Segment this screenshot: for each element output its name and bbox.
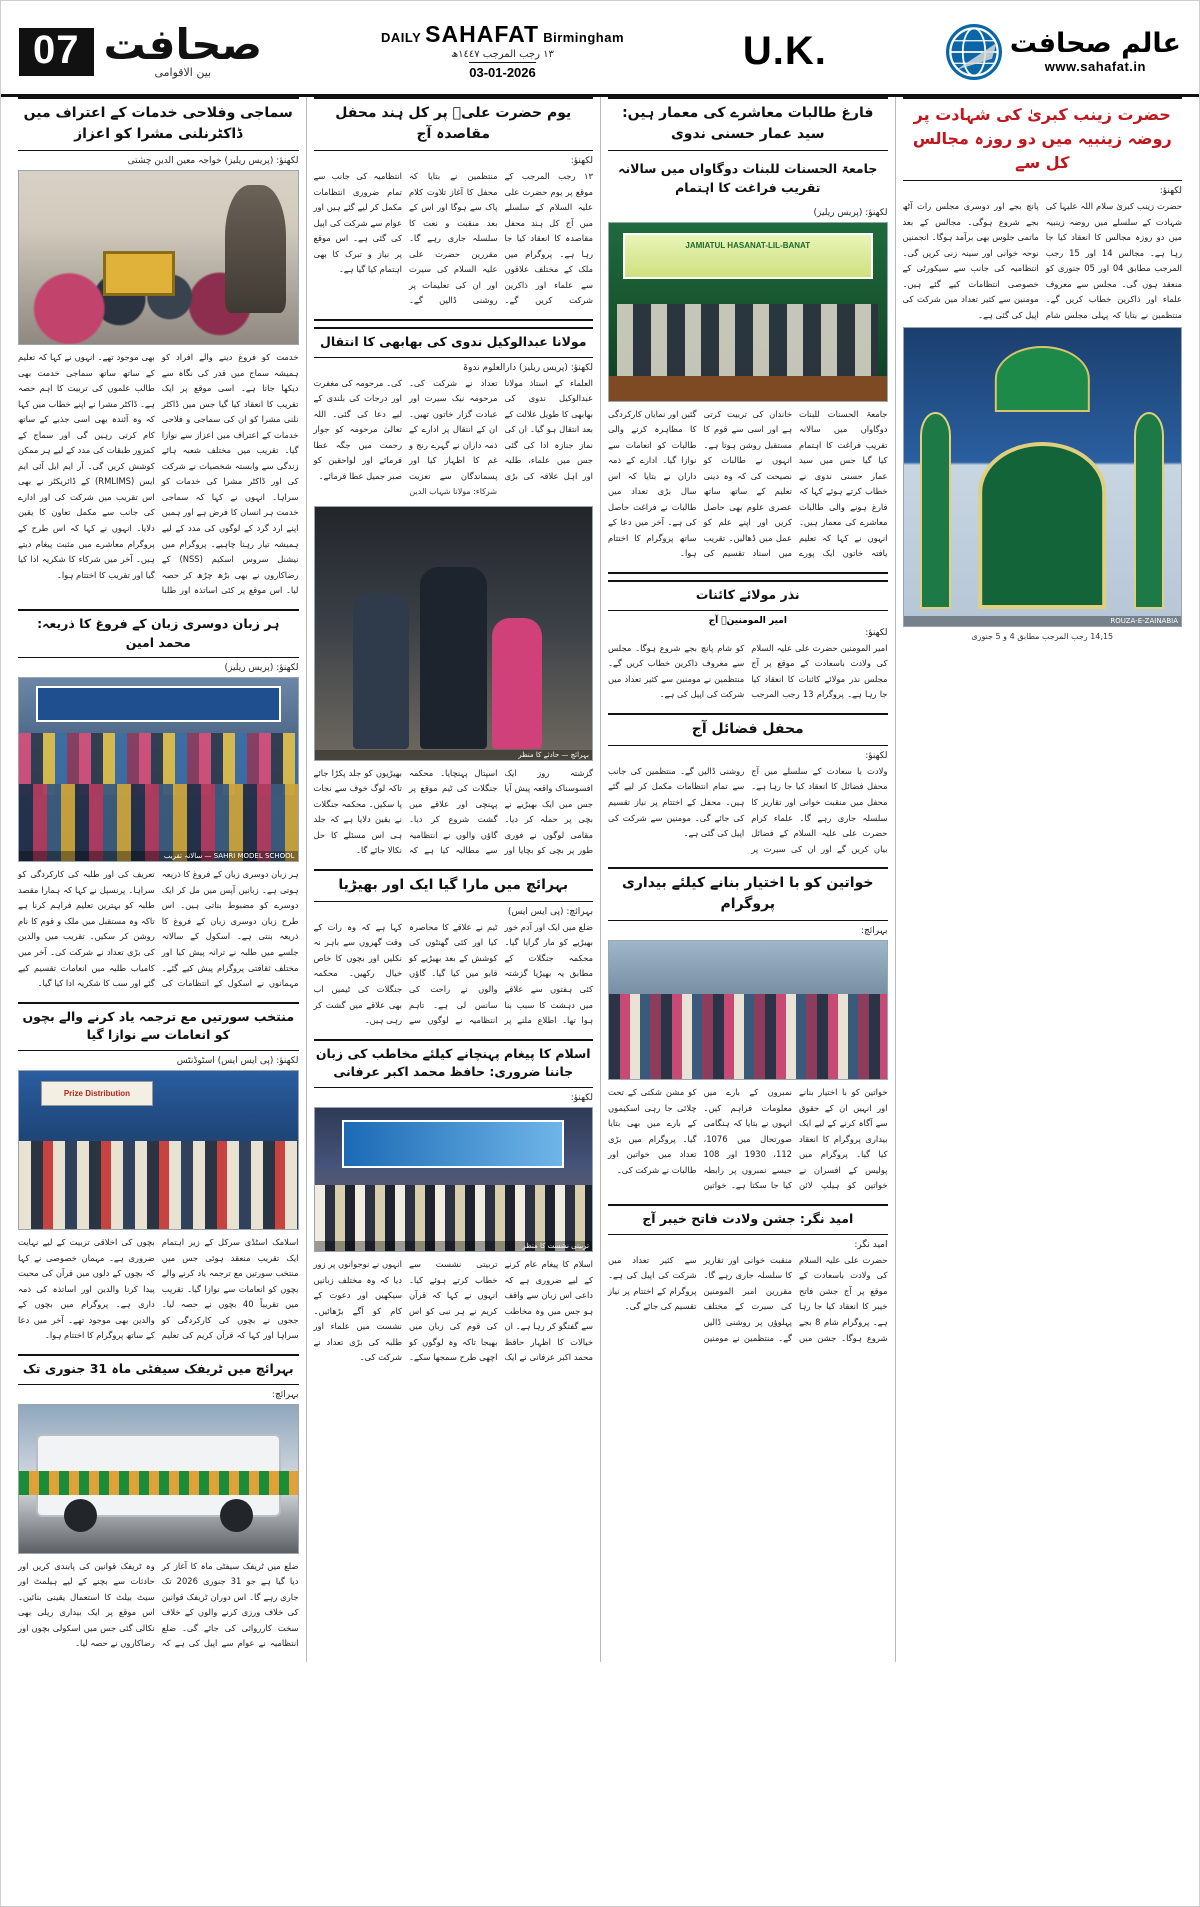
column-1 [11,97,306,1662]
issue-date: 03-01-2026 [469,62,536,80]
byline: لکھنؤ: [865,750,888,761]
headline: حضرت زینب کبریٰ کی شہادت پر روضہ زینبیہ میں دو روزہ مجالس کل سے [903,97,1183,181]
article-body: ضلع میں ٹریفک سیفٹی ماہ کا آغاز کر دیا گیا ہے جو 31 جنوری 2026 تک جاری رہے گا۔ اس دوران ٹریفک قوانین کی خلاف ورزی کرنے والوں کے خلاف سخت کارروائی کی جائے گی۔ ضلع انتظامیہ نے عوام سے اپیل کی ہے کہ وہ ٹریفک قوانین کی پابندی کریں اور حادثات سے بچنے کے لیے ہیلمٹ اور سیٹ بیلٹ کا استعمال یقینی بنائیں۔ اس موقع پر ایک بیداری ریلی بھی نکالی گئی جس میں اسکولی بچوں اور رضاکاروں نے حصہ لیا۔ [18,1560,299,1649]
headline: مولانا عبدالوکیل ندوی کی بھابھی کا انتقال [314,327,594,358]
headline: ہر زبان دوسری زبان کے فروغ کا ذریعہ: محمد امین [18,609,299,659]
masthead [1,1,1199,97]
article-nazr-maula-e-kainat [608,580,888,703]
headline: امید نگر: جشن ولادت فاتح خیبر آج [608,1204,888,1235]
article-body: ضلع میں ایک اور آدم خور بھیڑیے کو مار گرایا گیا۔ محکمہ جنگلات کے مطابق یہ بھیڑیا گزشتہ کئی ہفتوں سے علاقے میں دہشت کا سبب بنا ہوا تھا۔ اطلاع ملنے پر ٹیم نے علاقے کا محاصرہ کیا اور کئی گھنٹوں کی کوشش کے بعد بھیڑیے کو قابو میں کیا گیا۔ گاؤں والوں نے راحت کی سانس لی ہے۔ تاہم انتظامیہ نے لوگوں سے کہا ہے کہ وہ رات کے وقت گھروں سے باہر نہ نکلیں اور بچوں کا خاص خیال رکھیں۔ محکمہ جنگلات کی ٹیمیں اب بھی علاقے میں گشت کر رہی ہیں۔ [313,921,593,1026]
article-islam-message-language [314,1039,594,1366]
headline: اسلام کا پیغام پہنچانے کیلئے مخاطب کی زبان جاننا ضروری: حافظ محمد اکبر عرفانی [314,1039,594,1089]
headline: سماجی وفلاحی خدمات کے اعتراف میں ڈاکٹرنلنی مشرا کو اعزاز [18,97,299,151]
photo-caption: SAHRI MODEL SCHOOL — سالانہ تقریب [19,851,298,861]
subheadline: امیر المومنینؑ آج [708,615,787,626]
byline: بہرائچ: [860,926,888,937]
paper-title-daily: DAILY [380,30,422,45]
globe-icon [946,24,1002,80]
article-photo [903,327,1183,627]
article-body: خدمت کو فروغ دینے والے افراد کو ہمیشہ سماج میں قدر کی نگاہ سے دیکھا جاتا ہے۔ اسی موقع پر ایک تقریب کا انعقاد کیا گیا جس میں ڈاکٹر نلنی مشرا کو ان کی سماجی و فلاحی خدمات کے اعتراف میں اعزاز سے نوازا گیا۔ تقریب میں مختلف شعبہ ہائے زندگی سے وابستہ شخصیات نے شرکت کی اور ڈاکٹر مشرا کی خدمات کو سراہا۔ انہوں نے کہا کہ سماجی خدمت ہر انسان کا فرض ہے اور ہمیں اپنے ارد گرد کے لوگوں کی مدد کے لیے ہمیشہ تیار رہنا چاہیے۔ پروگرام میں نیشنل سروس اسکیم (NSS) کے رضاکاروں نے بھی بڑھ چڑھ کر حصہ لیا۔ اس موقع پر کئی اساتذہ اور طلبا بھی موجود تھے۔ انہوں نے کہا کہ تعلیم کے ساتھ ساتھ سماجی خدمت بھی طالب علموں کی تربیت کا اہم حصہ ہے۔ ڈاکٹر مشرا نے اپنے خطاب میں کہا کہ وہ آئندہ بھی اسی جذبے کے ساتھ کام کرتی رہیں گی اور سماج کے کمزور طبقات کی مدد کے لیے ہر ممکن کوشش کریں گی۔ آر ایم ایل آئی ایم ایس (RMLIMS) کے ڈائریکٹر نے بھی اس تقریب میں شرکت کی اور ادارے کی جانب سے مکمل تعاون کا یقین دلایا۔ انہوں نے کہا کہ اس طرح کے پروگرام معاشرے میں مثبت پیغام دیتے ہیں۔ آخر میں شرکاء کا شکریہ ادا کیا گیا اور تقریب کا اختتام ہوا۔ [18,352,299,596]
article-photo [314,1107,594,1252]
column-3 [600,97,895,1662]
article-body: جامعۃ الحسنات للبنات دوگاواں میں سالانہ تقریب فراغت کا اہتمام کیا گیا جس میں سید عمار حسنی ندوی نے خطاب کرتے ہوئے کہا کہ فارغ ہونے والی طالبات معاشرے کی معمار ہیں۔ انہوں نے کہا کہ تعلیم یافتہ خاتون ایک پورے خاندان کی تربیت کرتی ہے اور اسی سے قوم کا مستقبل روشن ہوتا ہے۔ انہوں نے طالبات کو نصیحت کی کہ وہ دینی تعلیم کے ساتھ ساتھ عصری علوم بھی حاصل کریں اور اپنے علم کو عمل میں ڈھالیں۔ تقریب میں اسناد تقسیم کی گئیں اور نمایاں کارکردگی کا مظاہرہ کرنے والی طالبات کو انعامات سے نوازا گیا۔ ادارے کے ذمہ داران نے بتایا کہ اس سال بڑی تعداد میں طالبات نے فراغت حاصل کی ہے۔ آخر میں دعا کے ساتھ پروگرام کا اختتام ہوا۔ [608,408,888,559]
masthead-title-block [381,21,624,82]
divider [314,319,594,321]
byline: بہرائچ: [271,1389,299,1400]
brand-website[interactable]: www.sahafat.in [1044,58,1146,74]
article-body: خواتین کو با اختیار بنانے اور انہیں ان کے حقوق سے آگاہ کرنے کے لیے ایک بیداری پروگرام کا انعقاد کیا گیا۔ پروگرام میں پولیس کے افسران نے خواتین کو ہیلپ لائن نمبروں کے بارے میں معلومات فراہم کیں۔ انہوں نے بتایا کہ ہنگامی صورتحال میں 1076، 112، 1930 اور 108 جیسے نمبروں پر رابطہ کیا جا سکتا ہے۔ خواتین کو مشن شکتی کے تحت چلائی جا رہی اسکیموں کے بارے میں بھی بتایا گیا۔ پروگرام میں بڑی تعداد میں خواتین اور طالبات نے شرکت کی۔ [608,1087,888,1191]
headline: فارغ طالبات معاشرے کی معمار ہیں: سید عمار حسنی ندوی [608,97,888,151]
article-women-empowerment-awareness [608,867,888,1194]
byline: لکھنؤ: [570,1093,593,1104]
article-body: ولادت با سعادت کے سلسلے میں آج محفل فضائل کا انعقاد کیا جا رہا ہے۔ محفل میں منقبت خوانی اور تقاریر کا سلسلہ جاری رہے گا۔ علماء کرام حضرت علی علیہ السلام کے فضائل بیان کریں گے اور ان کی سیرت پر روشنی ڈالیں گے۔ منتظمین کی جانب سے تمام انتظامات مکمل کر لیے گئے ہیں۔ محفل کے اختتام پر نیاز تقسیم کی جائے گی۔ مومنین سے شرکت کی اپیل کی گئی ہے۔ [608,765,888,854]
byline: لکھنؤ: [570,156,593,166]
sahafat-urdu-sublogo: بین الاقوامی [154,66,212,79]
column-2 [306,97,601,1662]
article-mehfil-e-fazail [608,713,888,857]
article-body: امیر المومنین حضرت علی علیہ السلام کی ولادت باسعادت کے موقع پر آج مجلس نذر مولائے کائنات کا انعقاد کیا جا رہا ہے۔ پروگرام 13 رجب المرجب کو شام پانچ بجے شروع ہوگا۔ مجلس سے معروف ذاکرین خطاب کریں گے۔ منتظمین نے مومنین سے کثیر تعداد میں شرکت کی اپیل کی ہے۔ [608,642,888,700]
article-quran-prize-distribution [18,1002,299,1344]
sahafat-urdu-logo: صحافت [103,20,263,69]
page-number: 07 [19,28,94,76]
byline: بہرائچ: (پی ایس ایس) [507,906,593,917]
article-note: شرکاء: مولانا شہاب الدین [409,486,498,496]
byline: امید نگر: [854,1239,888,1250]
subheadline: جامعۃ الحسنات للبنات دوگاواں میں سالانہ تقریب فراغت کا اہتمام [618,161,878,195]
paper-title [381,21,624,48]
article-photo [314,506,594,761]
photo-banner-text: Prize Distribution [41,1081,152,1106]
article-traffic-safety-month [18,1354,299,1652]
article-jamiatul-hasanat-graduation [608,97,888,562]
photo-caption: تربیتی نشست کا منظر [315,1241,593,1251]
headline: خواتین کو با اختیار بنانے کیلئے بیداری پروگرام [608,867,888,921]
byline: لکھنؤ: [865,627,888,638]
article-photo [608,940,888,1080]
article-photo [18,677,299,862]
brand-urdu-name: عالم صحافت [1009,28,1181,60]
article-umeed-nagar-jashn [608,1204,888,1346]
article-language-promotion [18,609,299,992]
article-doctor-nalini-mishra [18,97,299,599]
headline: بہرائچ میں ٹریفک سیفٹی ماہ 31 جنوری تک [18,1354,299,1385]
headline: یوم حضرت علیؑ پر کل ہند محفل مقاصدہ آج [314,97,594,151]
article-yaum-e-hazrat-ali [314,97,594,309]
masthead-left [19,20,263,79]
article-obituary-abdul-wakeel-nadvi [314,327,594,496]
article-photo [18,170,299,345]
headline: نذر مولائے کائنات [608,580,888,611]
section-label: U.K. [742,29,827,73]
article-zainab-kubra-majalis [903,97,1183,641]
paper-city: Birmingham [543,30,625,45]
byline: لکھنؤ: (پریس ریلیز) خواجہ معین الدین چشتی [127,156,299,166]
divider [608,572,888,574]
headline: بہرائچ میں مارا گیا ایک اور بھیڑیا [314,869,594,902]
article-photo [18,1404,299,1554]
byline: لکھنؤ: (پریس ریلیز) [224,663,299,674]
article-another-wolf-killed [314,869,594,1029]
article-body: العلماء کے استاذ مولانا عبدالوکیل ندوی کی بھابھی کا طویل علالت کے بعد انتقال ہو گیا۔ ان کی نماز جنازہ ادا کی گئی جس میں علماء، طلبہ اور اہل علاقہ کی بڑی تعداد نے شرکت کی۔ مرحومہ نیک سیرت اور عبادت گزار خاتون تھیں۔ ان کے انتقال پر ادارے کے ذمہ داران نے گہرے رنج و غم کا اظہار کیا اور پسماندگان سے تعزیت کی۔ مرحومہ کی مغفرت اور درجات کی بلندی کے لیے دعا کی گئی۔ اللہ تعالیٰ مرحومہ کو جوار رحمت میں جگہ عطا فرمائے اور لواحقین کو صبر جمیل عطا فرمائے۔ [313,377,593,481]
paper-title-main: SAHAFAT [425,21,540,47]
event-dates: 14,15 رجب المرجب مطابق 4 و 5 جنوری [971,632,1114,642]
urdu-dateline: ١٣ رجب المرجب ١٤٤٧ھ [451,49,554,60]
article-photo [18,1070,299,1230]
article-body: ہر زبان دوسری زبان کے فروغ کا ذریعہ ہوتی ہے۔ زبانیں آپس میں مل کر ایک دوسرے کو مضبوط بناتی ہیں۔ اس طرح زبان دوسری زبان کے فروغ کا ذریعہ بنتی ہے۔ اسکول کے سالانہ جلسے میں طلبہ نے ترانہ پیش کیا اور مختلف ثقافتی پروگرام پیش کیے گئے۔ مہمانوں نے اسکول کے انتظامات کی تعریف کی اور طلبہ کی کارکردگی کو سراہا۔ پرنسپل نے کہا کہ ہمارا مقصد طلبہ کو بہترین تعلیم فراہم کرنا ہے تاکہ وہ مستقبل میں ملک و قوم کا نام روشن کر سکیں۔ تقریب میں والدین کی بڑی تعداد نے شرکت کی۔ آخر میں کامیاب طلبہ میں انعامات تقسیم کیے گئے اور سب کا شکریہ ادا کیا گیا۔ [18,869,299,989]
byline: لکھنؤ: (پریس ریلیز) [813,207,888,218]
page-grid [1,97,1199,1672]
photo-banner-text: JAMIATUL HASANAT-LIL-BANAT [623,233,873,279]
article-photo [608,222,888,402]
brand-block [1010,29,1181,74]
column-4 [895,97,1190,1662]
article-body: اسلام کا پیغام عام کرنے کے لیے ضروری ہے کہ داعی اس زبان سے واقف ہو جس میں وہ مخاطب سے گفتگو کر رہا ہے۔ ان خیالات کا اظہار حافظ محمد اکبر عرفانی نے ایک تربیتی نشست سے خطاب کرتے ہوئے کیا۔ انہوں نے کہا کہ قرآن کریم نے ہر نبی کو اس کی قوم کی زبان میں بھیجا تاکہ وہ لوگوں کو اچھی طرح سمجھا سکے۔ انہوں نے نوجوانوں پر زور دیا کہ وہ مختلف زبانیں سیکھیں اور دعوت کے کام کو آگے بڑھائیں۔ نشست میں علماء اور طلبہ کی بڑی تعداد نے شرکت کی۔ [313,1259,593,1363]
photo-caption: بہرائچ — حادثے کا منظر [315,750,593,760]
byline: لکھنؤ: [1159,186,1182,196]
headline: منتخب سورتیں مع ترجمہ یاد کرنے والے بچوں کو انعامات سے نوازا گیا [18,1002,299,1052]
article-body: ١٣ رجب المرجب کے موقع پر یوم حضرت علی علیہ السلام کے سلسلے میں آج کل ہند محفل مقاصدہ کا انعقاد کیا جا رہا ہے۔ پروگرام میں ملک کے مختلف علاقوں سے علماء اور ذاکرین شرکت کریں گے۔ منتظمین نے بتایا کہ محفل کا آغاز تلاوت کلام پاک سے ہوگا اور اس کے بعد منقبت و نعت کا سلسلہ جاری رہے گا۔ مقررین حضرت علی علیہ السلام کی سیرت اور ان کی تعلیمات پر روشنی ڈالیں گے۔ انتظامیہ کی جانب سے تمام ضروری انتظامات مکمل کر لیے گئے ہیں اور عوام سے شرکت کی اپیل کی گئی ہے۔ اس موقع پر نیاز و تبرک کا بھی اہتمام کیا گیا ہے۔ [313,171,593,306]
headline: محفل فضائل آج [608,713,888,746]
byline: لکھنؤ: (پی ایس ایس) اسٹوڈنٹس [176,1056,299,1067]
page-footer-bar [1,1672,1199,1678]
masthead-right [946,24,1181,80]
article-body: اسلامک اسٹڈی سرکل کے زیر اہتمام ایک تقریب منعقد ہوئی جس میں منتخب سورتیں مع ترجمہ یاد کرنے والے بچوں کو انعامات سے نوازا گیا۔ تقریب میں تقریباً 40 بچوں نے حصہ لیا۔ ججوں نے بچوں کی کارکردگی کو سراہا اور کہا کہ قرآن کریم کی تعلیم بچوں کی اخلاقی تربیت کے لیے نہایت ضروری ہے۔ مہمان خصوصی نے کہا کہ بچوں کے دلوں میں قرآن کی محبت پیدا کرنا والدین اور اساتذہ کی ذمہ داری ہے۔ پروگرام میں بچوں کے والدین بھی موجود تھے۔ آخر میں دعا کے ساتھ پروگرام کا اختتام ہوا۔ [18,1237,299,1341]
article-body: حضرت علی علیہ السلام کی ولادت باسعادت کے موقع پر آج جشن فاتح خیبر کا انعقاد کیا جا رہا ہے۔ پروگرام شام 8 بجے شروع ہوگا۔ جشن میں منقبت خوانی اور تقاریر کا سلسلہ جاری رہے گا۔ مقررین امیر المومنین کی سیرت کے مختلف پہلوؤں پر روشنی ڈالیں گے۔ منتظمین نے مومنین سے کثیر تعداد میں شرکت کی اپیل کی ہے۔ پروگرام کے اختتام پر نیاز تقسیم کی جائے گی۔ [608,1254,888,1343]
byline: لکھنؤ: (پریس ریلیز) دارالعلوم ندوۃ [462,362,593,373]
article-body-top: حضرت زینب کبریٰ سلام اللہ علیہا کی شہادت کے سلسلے میں روضہ زینبیہ میں دو روزہ مجالس کا انعقاد کیا جا رہا ہے۔ مجالس 14 اور 15 رجب المرجب مطابق 04 اور 05 جنوری کو منعقد ہوں گی۔ مجلس سے معروف علماء اور ذاکرین خطاب کریں گے۔ منتظمین نے بتایا کہ پہلی مجلس شام پانچ بجے اور دوسری مجلس رات آٹھ بجے شروع ہوگی۔ مجالس کے بعد ماتمی جلوس بھی برآمد ہوگا۔ انجمنیں نوحہ خوانی اور سینہ زنی کریں گی۔ انتظامیہ کی جانب سے سیکورٹی کے خصوصی انتظامات کیے گئے ہیں۔ مومنین سے کثیر تعداد میں شرکت کی اپیل کی گئی ہے۔ [902,201,1183,320]
photo-caption: ROUZA-E-ZAINABIA [904,616,1182,626]
article-body: گزشتہ روز ایک افسوسناک واقعہ پیش آیا جس میں ایک بھیڑیے نے بچی پر حملہ کر دیا۔ مقامی لوگوں نے فوری طور پر بچی کو بچایا اور اسپتال پہنچایا۔ محکمہ جنگلات کی ٹیم موقع پر پہنچی اور علاقے میں گشت شروع کر دیا۔ گاؤں والوں نے انتظامیہ سے مطالبہ کیا ہے کہ بھیڑیوں کو جلد پکڑا جائے تاکہ لوگ خوف سے نجات پا سکیں۔ محکمہ جنگلات نے یقین دلایا ہے کہ جلد ہی اس مسئلے کا حل نکالا جائے گا۔ [313,767,593,856]
article-wolf-attack-photo [314,506,594,859]
